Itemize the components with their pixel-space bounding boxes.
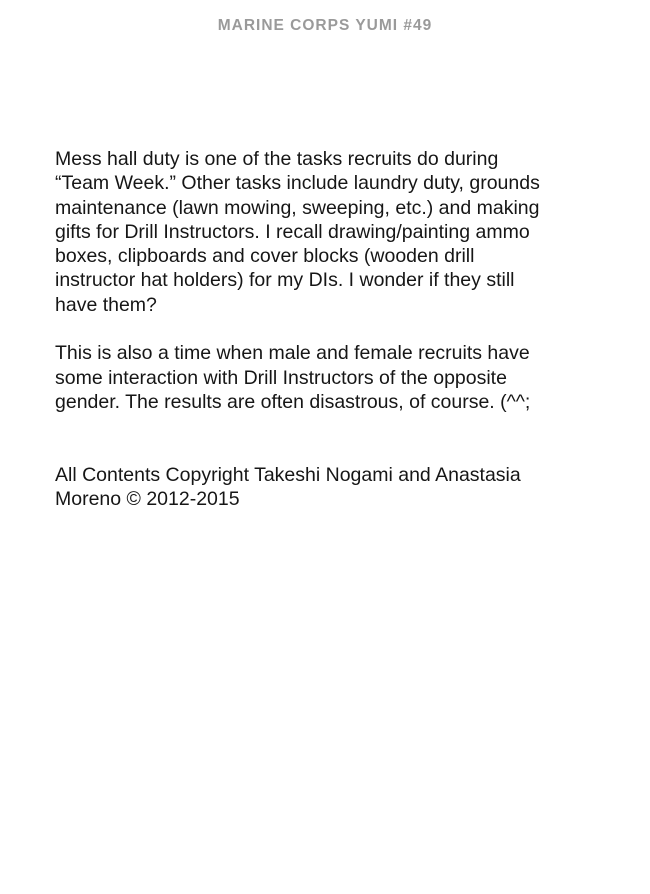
page-header-title: MARINE CORPS YUMI #49 [217, 17, 433, 34]
text-line: maintenance (lawn mowing, sweeping, etc.) and making [55, 196, 540, 219]
paragraph-team-week [55, 147, 615, 317]
paragraph-copyright [55, 463, 615, 512]
text-line: Moreno © 2012-2015 [55, 488, 240, 511]
text-line: instructor hat holders) for my DIs. I wonder if they still [55, 269, 515, 292]
body-text [55, 147, 615, 511]
text-line: boxes, clipboards and cover blocks (wooden drill [55, 245, 475, 268]
text-line: gifts for Drill Instructors. I recall drawing/painting ammo [55, 220, 530, 243]
text-line: This is also a time when male and female recruits have [55, 342, 530, 365]
text-line: gender. The results are often disastrous, of course. (^^; [55, 390, 531, 413]
text-line: All Contents Copyright Takeshi Nogami and Anastasia [55, 463, 521, 486]
text-line: some interaction with Drill Instructors of the opposite [55, 366, 507, 389]
text-line: Mess hall duty is one of the tasks recruits do during [55, 148, 499, 170]
paragraph-interaction [55, 341, 615, 414]
text-line: have them? [55, 293, 157, 316]
text-line: “Team Week.” Other tasks include laundry duty, grounds [55, 172, 540, 195]
